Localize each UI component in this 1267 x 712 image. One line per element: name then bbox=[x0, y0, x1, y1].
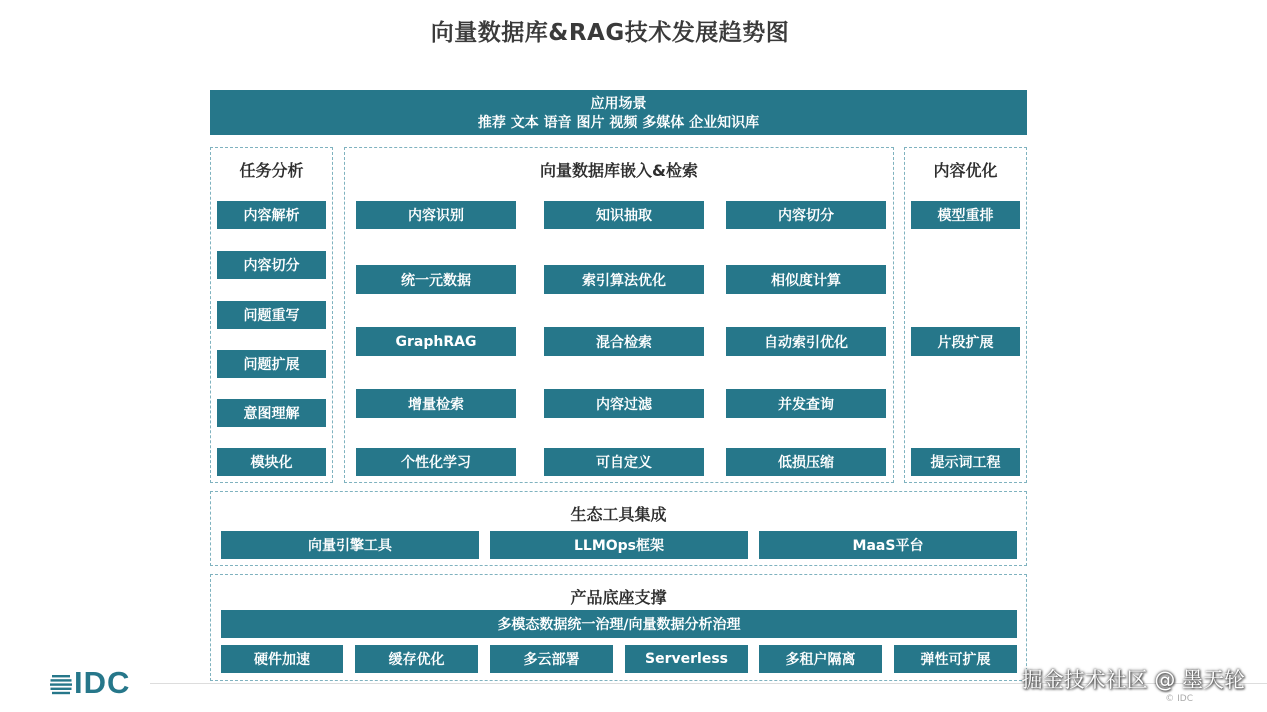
foundation-wide-item: 多模态数据统一治理/向量数据分析治理 bbox=[221, 610, 1017, 638]
retrieval-item: GraphRAG bbox=[356, 327, 516, 356]
vector-db-embedding-retrieval-title: 向量数据库嵌入&检索 bbox=[540, 161, 698, 180]
banner-items: 推荐 文本 语音 图片 视频 多媒体 企业知识库 bbox=[477, 115, 760, 131]
content-optimization-title: 内容优化 bbox=[933, 161, 998, 180]
task-item: 内容切分 bbox=[217, 251, 326, 279]
vector-db-embedding-retrieval-panel bbox=[344, 147, 894, 483]
retrieval-item: 混合检索 bbox=[544, 327, 704, 356]
foundation-item: 缓存优化 bbox=[355, 645, 478, 673]
retrieval-item: 统一元数据 bbox=[356, 265, 516, 294]
idc-logo-text: IDC bbox=[74, 665, 131, 700]
retrieval-item: 内容过滤 bbox=[544, 389, 704, 418]
task-item: 模块化 bbox=[217, 448, 326, 476]
application-scenarios-banner bbox=[210, 90, 1027, 135]
retrieval-item: 可自定义 bbox=[544, 448, 704, 476]
retrieval-item: 内容识别 bbox=[356, 201, 516, 229]
retrieval-item: 内容切分 bbox=[726, 201, 886, 229]
foundation-item: Serverless bbox=[625, 645, 748, 673]
foundation-item: 硬件加速 bbox=[221, 645, 343, 673]
task-analysis-title: 任务分析 bbox=[239, 161, 304, 180]
watermark: 掘金技术社区 @ 墨天轮 bbox=[1021, 668, 1245, 692]
content-optimization-panel bbox=[904, 147, 1027, 483]
retrieval-item: 相似度计算 bbox=[726, 265, 886, 294]
ecosystem-item: 向量引擎工具 bbox=[221, 531, 479, 559]
ecosystem-item: MaaS平台 bbox=[759, 531, 1017, 559]
retrieval-item: 低损压缩 bbox=[726, 448, 886, 476]
retrieval-item: 自动索引优化 bbox=[726, 327, 886, 356]
optimization-item: 模型重排 bbox=[911, 201, 1020, 229]
ecosystem-integration-title: 生态工具集成 bbox=[570, 505, 667, 524]
banner-heading: 应用场景 bbox=[590, 96, 647, 112]
task-item: 问题重写 bbox=[217, 301, 326, 329]
diagram-title: 向量数据库&RAG技术发展趋势图 bbox=[430, 20, 790, 46]
retrieval-item: 并发查询 bbox=[726, 389, 886, 418]
product-foundation-title: 产品底座支撑 bbox=[570, 588, 667, 607]
ecosystem-item: LLMOps框架 bbox=[490, 531, 748, 559]
optimization-item: 片段扩展 bbox=[911, 327, 1020, 356]
foundation-item: 多租户隔离 bbox=[759, 645, 882, 673]
retrieval-item: 个性化学习 bbox=[356, 448, 516, 476]
optimization-item: 提示词工程 bbox=[911, 448, 1020, 476]
task-item: 意图理解 bbox=[217, 399, 326, 427]
task-item: 问题扩展 bbox=[217, 350, 326, 378]
copyright: © IDC bbox=[1165, 694, 1193, 704]
foundation-item: 弹性可扩展 bbox=[894, 645, 1017, 673]
foundation-item: 多云部署 bbox=[490, 645, 613, 673]
retrieval-item: 索引算法优化 bbox=[544, 265, 704, 294]
task-item: 内容解析 bbox=[217, 201, 326, 229]
idc-globe-icon bbox=[50, 669, 72, 699]
retrieval-item: 增量检索 bbox=[356, 389, 516, 418]
retrieval-item: 知识抽取 bbox=[544, 201, 704, 229]
